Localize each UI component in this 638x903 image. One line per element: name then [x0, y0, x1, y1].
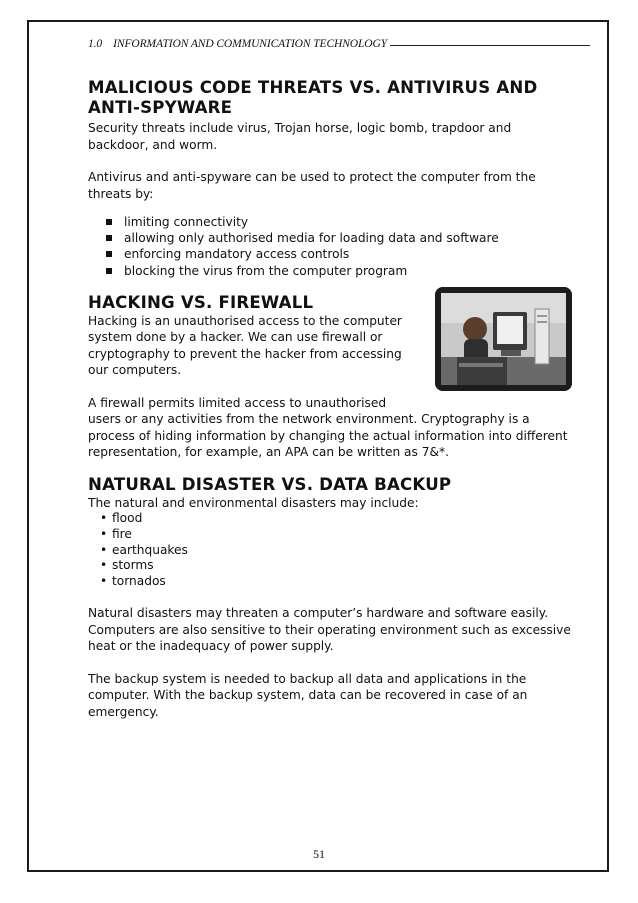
- header-text: 1.0 INFORMATION AND COMMUNICATION TECHNOLOGY: [88, 38, 388, 50]
- hacking-section: [88, 293, 578, 461]
- header-rule: [390, 45, 590, 46]
- paragraph-hacking-line-3: cryptography to prevent the hacker from accessing: [88, 346, 402, 361]
- section-title-malicious-code: MALICIOUS CODE THREATS VS. ANTIVIRUS AND ANTI-SPYWARE: [88, 78, 538, 117]
- list-item: • storms: [88, 558, 578, 574]
- hacker-at-computer-image: [435, 287, 572, 391]
- list-item: • earthquakes: [88, 543, 578, 559]
- paragraph-hacking-line-2: system done by a hacker. We can use firewall or: [88, 330, 383, 345]
- hacker-photo: [435, 287, 572, 391]
- list-item: enforcing mandatory access controls: [88, 246, 578, 262]
- section-title-natural-disaster: NATURAL DISASTER VS. DATA BACKUP: [88, 474, 452, 494]
- list-item: limiting connectivity: [88, 214, 578, 230]
- paragraph-hacking-line-4: our computers.: [88, 363, 182, 378]
- protection-list: [88, 214, 578, 279]
- page-content: [88, 78, 578, 720]
- paragraph-antivirus: Antivirus and anti-spyware can be used to protect the computer from the threats by:: [88, 170, 536, 201]
- paragraph-security-threats: Security threats include virus, Trojan horse, logic bomb, trapdoor and backdoor, and worm.: [88, 121, 512, 152]
- paragraph-natural-disasters: Natural disasters may threaten a computer’s hardware and software easily. Computers are also sensitive to their operating environment such as excessive heat or the inadequacy of power supply.: [88, 606, 571, 654]
- list-item: • flood: [88, 511, 578, 527]
- paragraph-backup: The backup system is needed to backup all data and applications in the computer. With the backup system, data can be recovered in case of an emergency.: [88, 671, 528, 719]
- list-item: • fire: [88, 527, 578, 543]
- section-title-hacking: HACKING VS. FIREWALL: [88, 292, 314, 312]
- list-item: • tornados: [88, 574, 578, 590]
- running-header: [88, 38, 590, 50]
- list-item: allowing only authorised media for loading data and software: [88, 230, 578, 246]
- paragraph-disasters-intro: The natural and environmental disasters may include:: [88, 495, 419, 510]
- disaster-list: [88, 511, 578, 589]
- page-number: 51: [313, 847, 325, 861]
- paragraph-firewall-line-1: A firewall permits limited access to unauthorised: [88, 395, 387, 410]
- paragraph-hacking-line-1: Hacking is an unauthorised access to the computer: [88, 313, 402, 328]
- paragraph-firewall: users or any activities from the network environment. Cryptography is a process of hiding information by changing the actual information into different representation, for example, an APA can be written as 7&*.: [88, 412, 568, 460]
- list-item: blocking the virus from the computer program: [88, 263, 578, 279]
